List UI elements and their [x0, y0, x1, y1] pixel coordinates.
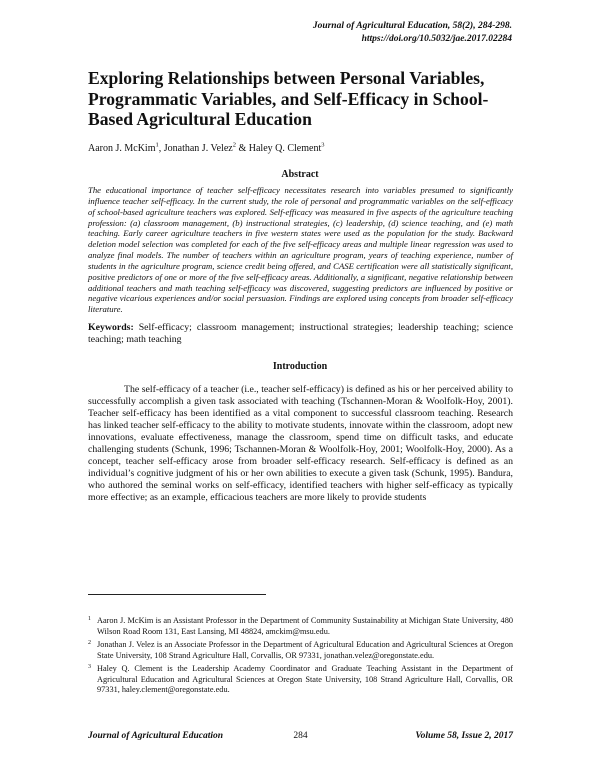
- abstract-heading: Abstract: [281, 169, 319, 180]
- keywords-label: Keywords:: [88, 322, 134, 333]
- author-name: Jonathan J. Velez: [163, 143, 233, 154]
- author-affiliation-marker: 2: [232, 141, 236, 149]
- keywords: [88, 322, 513, 346]
- author-affiliation-marker: 1: [155, 141, 159, 149]
- author-name: Aaron J. McKim: [88, 143, 156, 154]
- footer-journal-name: Journal of Agricultural Education: [88, 731, 224, 741]
- author-affiliation-marker: 3: [321, 141, 325, 149]
- doi-link[interactable]: https://doi.org/10.5032/jae.2017.02284: [361, 33, 512, 44]
- author-list: [88, 143, 324, 154]
- footnote-number: 3: [88, 664, 91, 670]
- footnote-number: 2: [88, 640, 91, 646]
- footnote: [88, 616, 513, 637]
- introduction-text: The self-efficacy of a teacher (i.e., teacher self-efficacy) is defined as his or her perceived ability to successfully accomplish a given task associated with teaching (Tschannen-Moran & Woolfolk-Hoy, 2001). Teacher self-efficacy has been identified as a vital component to successful classroom teaching. Research has linked teacher self-efficacy to the ability to motivate students, innovate within the classroom, adopt new innovations, evaluate effectiveness, manage the classroom, spend time on difficult tasks, and educate challenging students (Schunk, 1996; Tschannen-Moran & Woolfolk-Hoy, 2001; Woolfolk-Hoy, 2000). As a concept, teacher self-efficacy arose from broader self-efficacy research. Self-efficacy is defined as an individual’s cognitive judgment of his or her own abilities to execute a given task (Schunk, 1995). Bandura, who authored the seminal works on self-efficacy, identified teachers with higher self-efficacy as typically more effective; as an example, efficacious teachers are more likely to provide students: [88, 384, 513, 504]
- footnote: [88, 640, 513, 661]
- journal-header: [313, 20, 512, 45]
- footnote-text: Aaron J. McKim is an Assistant Professor in the Department of Community Sustainability at Michigan State University, 480 Wilson Road Room 131, East Lansing, MI 48824, amckim@msu.edu.: [97, 616, 513, 636]
- introduction-heading: Introduction: [272, 361, 328, 372]
- author-separator: ,: [158, 143, 164, 154]
- footnote-divider: [88, 594, 266, 595]
- journal-citation: Journal of Agricultural Education, 58(2), 284-298.: [312, 21, 512, 31]
- footnote-number: 1: [88, 616, 91, 622]
- author-name: Haley Q. Clement: [248, 143, 322, 154]
- footnote: [88, 664, 513, 696]
- footer-volume-issue: Volume 58, Issue 2, 2017: [415, 731, 513, 741]
- footnotes: [88, 616, 513, 699]
- page-number: 284: [293, 731, 308, 741]
- footnote-text: Haley Q. Clement is the Leadership Academy Coordinator and Graduate Teaching Assistant in the Department of Agricultural Education and Agricultural Sciences at Oregon State University, 108 Strand Agriculture Hall, Corvallis, OR 97331, haley.clement@oregonstate.edu.: [97, 664, 513, 694]
- paper-title: Exploring Relationships between Personal Variables, Programmatic Variables, and Self-Efficacy in School-Based Agricultural Education: [88, 68, 489, 129]
- footnote-text: Jonathan J. Velez is an Associate Professor in the Department of Agricultural Education and Agricultural Sciences at Oregon State University, 108 Strand Agriculture Hall, Corvallis, OR 97331, jonathan.velez@oregonstate.edu.: [97, 640, 513, 660]
- author-separator: &: [235, 143, 249, 154]
- abstract-text: The educational importance of teacher self-efficacy necessitates research into variables presumed to significantly influence teacher self-efficacy. In the current study, the role of personal and programmatic variables on the self-efficacy of school-based agriculture teachers was explored. Self-efficacy was measured in five aspects of the agriculture teaching profession: (a) classroom management, (b) instructional strategies, (c) leadership, (d) science teaching, and (e) math teaching. Early career agriculture teachers in five western states were used as the population for the study. Backward deletion model selection was completed for each of the five self-efficacy areas and multiple linear regression was used to analyze final models. The number of teachers within an agriculture program, years of teaching experience, number of students in the agriculture program, science credit being offered, and CASE certification were all statistically significant, positive predictors of one or more of the five self-efficacy areas. Additionally, a significant, negative relationship between additional teachers and math teaching self-efficacy was discovered, suggesting predictors are influenced by positive or negative vicarious experiences and/or social persuasion. Findings are explored using concepts from broader self-efficacy literature.: [88, 185, 513, 315]
- keywords-text: Self-efficacy; classroom management; instructional strategies; leadership teaching; science teaching; math teaching: [88, 322, 513, 345]
